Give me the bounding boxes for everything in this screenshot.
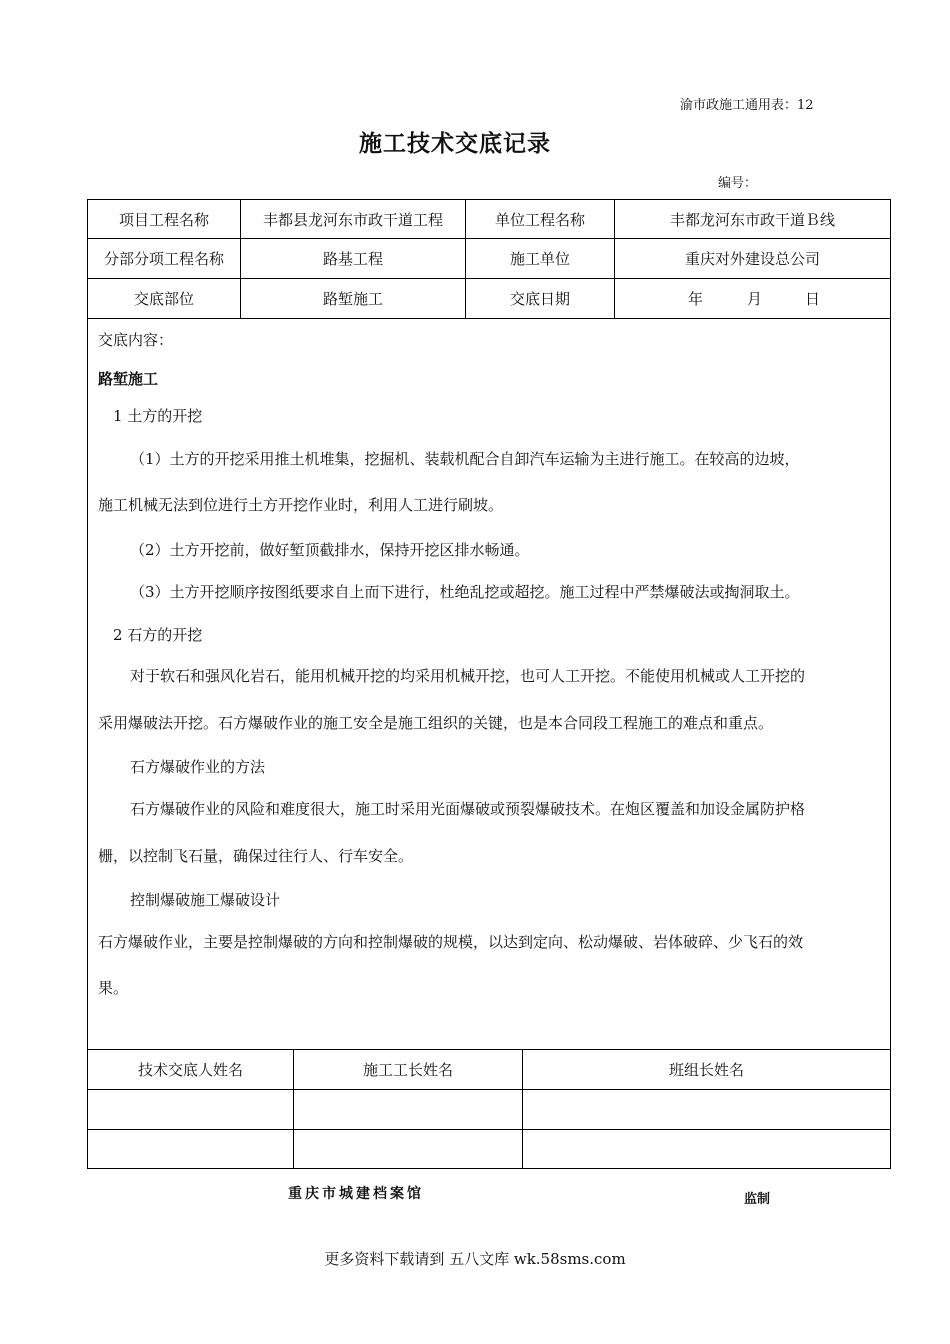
project-value: 丰都县龙河东市政干道工程 <box>262 210 443 229</box>
foreman-signature[interactable] <box>294 1090 522 1129</box>
foreman-signature[interactable] <box>294 1130 522 1168</box>
content-line: 栅，以控制飞石量，确保过往行人、行车安全。 <box>98 847 414 865</box>
content-line: 对于软石和强风化岩石，能用机械开挖的均采用机械开挖，也可人工开挖。不能使用机械或人工开挖的 <box>130 667 806 685</box>
content-line: 控制爆破施工爆破设计 <box>130 891 281 909</box>
date-year: 年 <box>688 290 704 308</box>
date-label: 交底日期 <box>509 290 570 308</box>
content-line: （1）土方的开挖采用推土机堆集，挖掘机、装载机配合自卸汽车运输为主进行施工。在较高的边坡， <box>130 450 800 468</box>
unit-value: 丰都龙河东市政干道Ｂ线 <box>669 210 835 229</box>
location-value: 路堑施工 <box>322 290 383 308</box>
form-code: 渝市政施工通用表：12 <box>680 98 814 113</box>
download-note: 更多资料下载请到 五八文库 wk.58sms.com <box>324 1250 626 1268</box>
content-line: 石方爆破作业，主要是控制爆破的方向和控制爆破的规模，以达到定向、松动爆破、岩体破碎、少飞石的效 <box>98 933 804 951</box>
tech-discloser-signature[interactable] <box>88 1130 293 1168</box>
footer-supervise: 监制 <box>744 1192 771 1207</box>
page-title: 施工技术交底记录 <box>359 130 551 157</box>
content-line: 1 土方的开挖 <box>113 407 203 425</box>
content-line: 采用爆破法开挖。石方爆破作业的施工安全是施工组织的关键，也是本合同段工程施工的难点和重点。 <box>98 714 774 732</box>
date-month: 月 <box>747 290 763 308</box>
content-line: 石方爆破作业的风险和难度很大，施工时采用光面爆破或预裂爆破技术。在炮区覆盖和加设金属防护格 <box>130 800 806 818</box>
content-heading: 路堑施工 <box>98 370 159 388</box>
content-line: 果。 <box>98 979 129 997</box>
location-label: 交底部位 <box>133 290 194 308</box>
subproject-value: 路基工程 <box>322 250 383 268</box>
foreman-label: 施工工长姓名 <box>362 1061 453 1079</box>
date-value <box>615 279 890 318</box>
project-label: 项目工程名称 <box>118 210 209 229</box>
content-line: 2 石方的开挖 <box>113 626 203 644</box>
contractor-value: 重庆对外建设总公司 <box>684 250 820 268</box>
tech-discloser-signature[interactable] <box>88 1090 293 1129</box>
contractor-label: 施工单位 <box>509 250 570 268</box>
record-form <box>87 199 891 1169</box>
content-line: 施工机械无法到位进行土方开挖作业时，利用人工进行刷坡。 <box>98 496 504 514</box>
number-label: 编号： <box>718 176 758 191</box>
team-leader-signature[interactable] <box>523 1090 890 1129</box>
date-day: 日 <box>805 290 821 308</box>
content-line: 石方爆破作业的方法 <box>130 758 266 776</box>
subproject-label: 分部分项工程名称 <box>103 250 224 268</box>
content-line: （2）土方开挖前，做好堑顶截排水，保持开挖区排水畅通。 <box>130 541 530 559</box>
footer-org: 重庆市城建档案馆 <box>288 1186 424 1202</box>
content-line: （3）土方开挖顺序按图纸要求自上而下进行，杜绝乱挖或超挖。施工过程中严禁爆破法或掏洞取土。 <box>130 583 800 601</box>
tech-discloser-label: 技术交底人姓名 <box>137 1061 243 1079</box>
unit-label: 单位工程名称 <box>494 210 585 229</box>
team-leader-signature[interactable] <box>523 1130 890 1168</box>
team-leader-label: 班组长姓名 <box>668 1061 744 1079</box>
content-label: 交底内容： <box>98 331 174 349</box>
content-area <box>88 319 890 1049</box>
